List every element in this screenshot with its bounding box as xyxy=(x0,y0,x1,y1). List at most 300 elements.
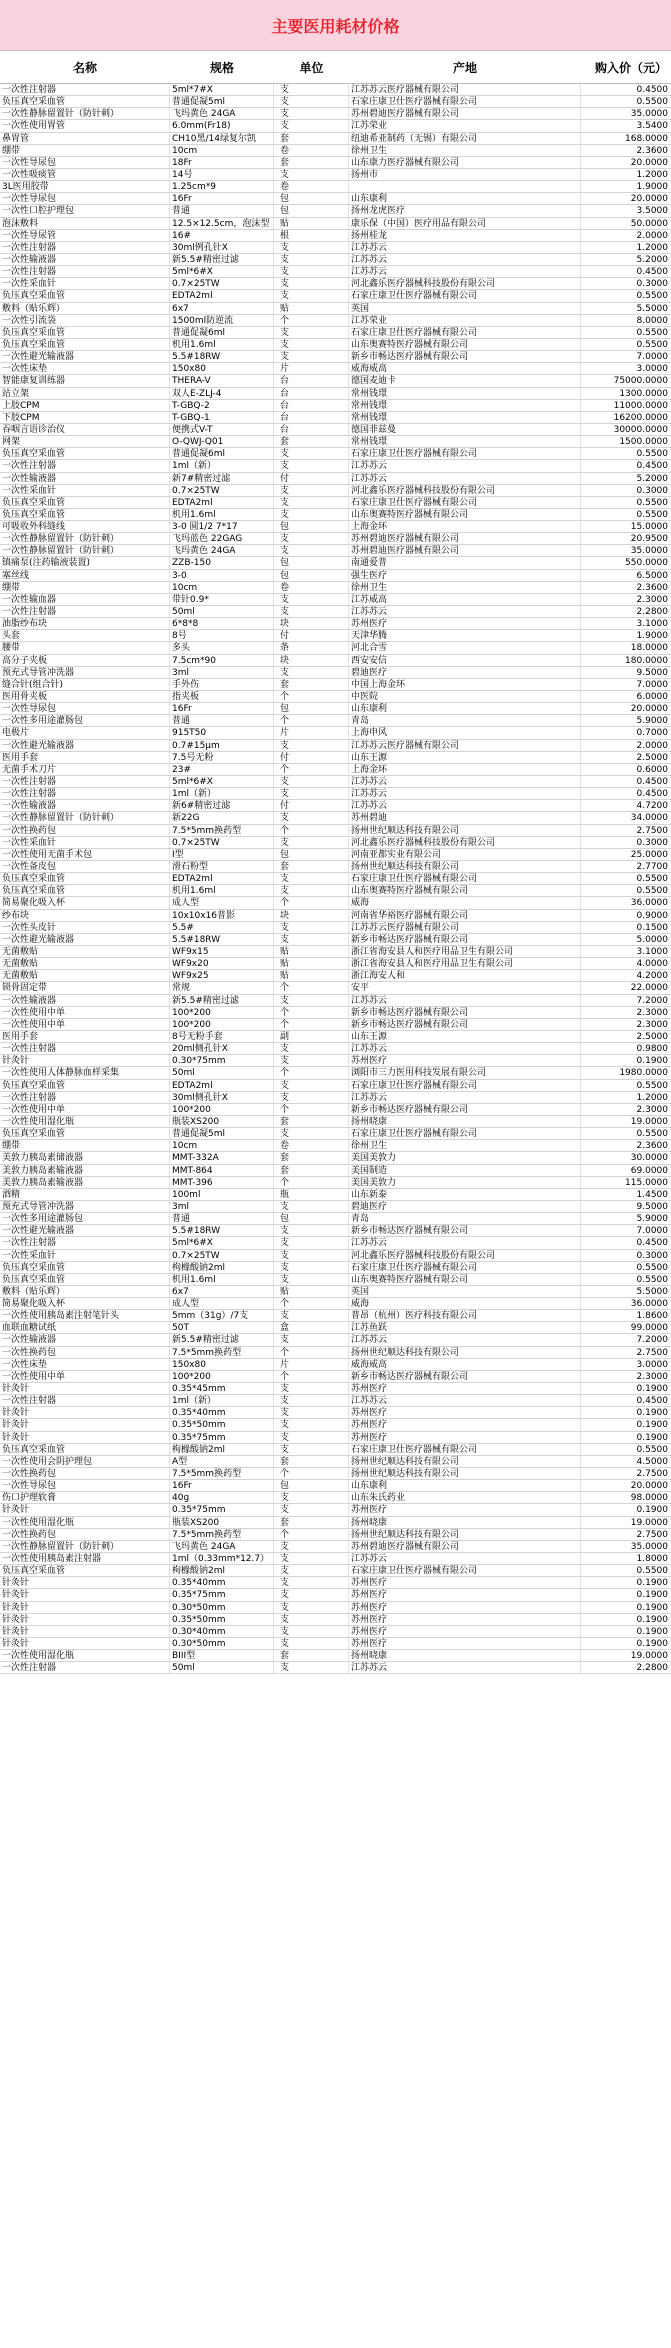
cell-name: 针灸针 xyxy=(0,1419,170,1430)
cell-name: 上肢CPM xyxy=(0,400,170,411)
cell-spec: 5ml*6#X xyxy=(170,776,274,787)
table-row xyxy=(0,388,671,400)
table-row xyxy=(0,776,671,788)
cell-price: 0.1900 xyxy=(636,1614,668,1625)
cell-name: 一次性静脉留置针（防针刺） xyxy=(0,1541,170,1552)
cell-unit: 支 xyxy=(274,1565,349,1576)
cell-price: 0.3000 xyxy=(636,485,668,496)
cell-unit: 支 xyxy=(274,1626,349,1637)
cell-spec: WF9x15 xyxy=(170,946,274,957)
cell-name: 可吸收外科缝线 xyxy=(0,521,170,532)
cell-price: 0.3000 xyxy=(636,279,668,290)
cell-unit: 套 xyxy=(274,1456,349,1467)
cell-origin: 山东奥赛特医疗器械有限公司 xyxy=(349,1274,581,1285)
cell-unit: 支 xyxy=(274,1614,349,1625)
cell-unit: 台 xyxy=(274,424,349,435)
cell-unit: 支 xyxy=(274,1310,349,1321)
cell-unit: 支 xyxy=(274,169,349,180)
cell-unit: 支 xyxy=(274,885,349,896)
cell-name: 一次性使用胰岛素注射器 xyxy=(0,1553,170,1564)
cell-price: 2.7500 xyxy=(636,1347,668,1358)
table-row xyxy=(0,1602,671,1614)
cell-origin: 扬州世纪顺达科技有限公司 xyxy=(349,825,581,836)
cell-price: 4.0000 xyxy=(636,959,668,970)
table-row xyxy=(0,1577,671,1589)
cell-spec: 0.35*45mm xyxy=(170,1383,274,1394)
table-row xyxy=(0,606,671,618)
cell-spec: 5ml*7#X xyxy=(170,84,274,95)
cell-origin: 扬州晓康 xyxy=(349,1517,581,1528)
cell-origin: 苏州碧迪医疗器械有限公司 xyxy=(349,1541,581,1552)
cell-spec: 便携式V-T xyxy=(170,424,274,435)
cell-price: 5.2000 xyxy=(636,254,668,265)
cell-unit: 套 xyxy=(274,436,349,447)
cell-origin: 苏州医疗 xyxy=(349,1407,581,1418)
table-row xyxy=(0,727,671,739)
cell-origin: 强生医疗 xyxy=(349,570,581,581)
cell-spec: 1500ml防逆流 xyxy=(170,315,274,326)
cell-spec: 50T xyxy=(170,1322,274,1333)
cell-spec: 普通促凝5ml xyxy=(170,1128,274,1139)
cell-price: 0.6000 xyxy=(636,764,668,775)
cell-name: 一次性输液器 xyxy=(0,473,170,484)
cell-unit: 支 xyxy=(274,1553,349,1564)
cell-price: 2.7700 xyxy=(636,862,668,872)
cell-price: 30000.0000 xyxy=(613,424,668,435)
cell-price: 5.9000 xyxy=(636,1214,668,1225)
table-row xyxy=(0,1334,671,1346)
table-row xyxy=(0,570,671,582)
table-row xyxy=(0,120,671,132)
cell-name: 负压真空采血管 xyxy=(0,497,170,508)
cell-name: 一次性引流袋 xyxy=(0,315,170,326)
table-row xyxy=(0,1286,671,1298)
cell-price: 0.1900 xyxy=(636,1590,668,1601)
cell-price: 0.1900 xyxy=(636,1578,668,1589)
cell-spec: 1ml（0.33mm*12.7） xyxy=(170,1553,274,1564)
cell-spec: 瓶装XS200 xyxy=(170,1116,274,1127)
cell-price: 36.0000 xyxy=(630,898,668,909)
cell-spec: 枸橼酸钠2ml xyxy=(170,1565,274,1576)
cell-price: 20.0000 xyxy=(630,157,668,168)
cell-price: 5.0000 xyxy=(636,934,668,945)
cell-name: 美敦力胰岛素输液器 xyxy=(0,1177,170,1188)
cell-spec: 7.5号无粉 xyxy=(170,752,274,763)
cell-unit: 片 xyxy=(274,1359,349,1370)
cell-unit: 包 xyxy=(274,193,349,204)
cell-spec: EDTA2ml xyxy=(170,497,274,508)
cell-origin: 山东康利 xyxy=(349,193,581,204)
cell-price: 1980.0000 xyxy=(619,1068,668,1079)
table-row xyxy=(0,1529,671,1541)
cell-name: 一次性吸痰管 xyxy=(0,169,170,180)
cell-origin: 江苏苏云 xyxy=(349,1334,581,1345)
cell-spec: CH10黑/14绿复尔凯 xyxy=(170,133,274,144)
cell-origin: 江苏威高 xyxy=(349,594,581,605)
cell-spec: THERA-V xyxy=(170,375,274,386)
cell-origin: 江苏苏云 xyxy=(349,1043,581,1054)
cell-name: 一次性头皮针 xyxy=(0,922,170,933)
cell-spec: A型 xyxy=(170,1456,274,1467)
cell-spec: 新7#精密过滤 xyxy=(170,473,274,484)
table-row xyxy=(0,582,671,594)
cell-origin: 山东奥赛特医疗器械有限公司 xyxy=(349,339,581,350)
cell-price: 0.4500 xyxy=(636,1238,668,1249)
cell-name: 针灸针 xyxy=(0,1383,170,1394)
cell-price: 3.1000 xyxy=(636,946,668,957)
table-row xyxy=(0,1480,671,1492)
table-row xyxy=(0,315,671,327)
cell-name: 一次性导尿包 xyxy=(0,157,170,168)
cell-origin: 苏州医疗 xyxy=(349,1055,581,1066)
table-row xyxy=(0,1055,671,1067)
cell-unit: 个 xyxy=(274,1529,349,1540)
cell-unit: 台 xyxy=(274,388,349,399)
table-row xyxy=(0,1565,671,1577)
cell-name: 一次性输血器 xyxy=(0,594,170,605)
cell-price: 20.0000 xyxy=(630,194,668,205)
cell-name: 一次性使用人体静脉血样采集 xyxy=(0,1067,170,1078)
cell-spec: 3-0 xyxy=(170,570,274,581)
cell-unit: 支 xyxy=(274,1589,349,1600)
cell-price: 0.4500 xyxy=(636,777,668,788)
cell-price: 7.2000 xyxy=(636,995,668,1006)
table-row xyxy=(0,1395,671,1407)
cell-unit: 卷 xyxy=(274,1140,349,1151)
table-row xyxy=(0,1553,671,1565)
cell-name: 一次性注射器 xyxy=(0,776,170,787)
cell-price: 550.0000 xyxy=(625,558,668,569)
cell-origin: 新乡市畅达医疗器械有限公司 xyxy=(349,1104,581,1115)
cell-origin: 浙江省海安县人和医疗用品卫生有限公司 xyxy=(349,958,581,969)
cell-name: 针灸针 xyxy=(0,1577,170,1588)
cell-price: 20.0000 xyxy=(630,704,668,715)
cell-spec: 飞玛黄色 24GA xyxy=(170,108,274,119)
cell-price: 2.5000 xyxy=(636,752,668,763)
cell-name: 一次性使用中单 xyxy=(0,1007,170,1018)
cell-origin: 苏州碧迪医疗器械有限公司 xyxy=(349,533,581,544)
cell-origin: 新乡市畅达医疗器械有限公司 xyxy=(349,351,581,362)
cell-name: 负压真空采血管 xyxy=(0,885,170,896)
cell-name: 一次性备皮包 xyxy=(0,861,170,872)
cell-unit: 支 xyxy=(274,1237,349,1248)
cell-unit: 支 xyxy=(274,339,349,350)
table-row xyxy=(0,230,671,242)
cell-origin: 新乡市畅达医疗器械有限公司 xyxy=(349,1225,581,1236)
table-row xyxy=(0,205,671,217)
cell-spec: 手外伤 xyxy=(170,679,274,690)
table-row xyxy=(0,1274,671,1286)
cell-unit: 支 xyxy=(274,1504,349,1515)
cell-price: 16200.0000 xyxy=(613,412,668,423)
cell-unit: 卷 xyxy=(274,145,349,156)
cell-name: 一次性多用途灌肠包 xyxy=(0,715,170,726)
table-row xyxy=(0,254,671,266)
cell-name: 预充式导管冲洗器 xyxy=(0,667,170,678)
cell-spec: 新6#精密过滤 xyxy=(170,800,274,811)
cell-name: 一次性换药包 xyxy=(0,1529,170,1540)
table-row xyxy=(0,1517,671,1529)
table-row xyxy=(0,1152,671,1164)
table-row xyxy=(0,691,671,703)
cell-spec: WF9x25 xyxy=(170,970,274,981)
cell-price: 2.3000 xyxy=(636,1104,668,1115)
table-row xyxy=(0,861,671,873)
cell-price: 115.0000 xyxy=(625,1177,668,1188)
cell-origin: 常州钱璟 xyxy=(349,400,581,411)
cell-name: 针灸针 xyxy=(0,1407,170,1418)
cell-origin: 石家庄康卫仕医疗器械有限公司 xyxy=(349,327,581,338)
cell-spec: 新5.5#精密过滤 xyxy=(170,995,274,1006)
cell-price: 1.9000 xyxy=(636,631,668,642)
table-row xyxy=(0,1177,671,1189)
cell-origin: 石家庄康卫仕医疗器械有限公司 xyxy=(349,1262,581,1273)
cell-spec: 7.5*5mm换药型 xyxy=(170,825,274,836)
cell-unit: 块 xyxy=(274,618,349,629)
cell-name: 一次性使用中单 xyxy=(0,1371,170,1382)
cell-unit: 支 xyxy=(274,84,349,95)
cell-spec: 1.25cm*9 xyxy=(170,181,274,192)
cell-name: 针灸针 xyxy=(0,1602,170,1613)
cell-origin: 江苏荣业 xyxy=(349,315,581,326)
cell-origin: 中医院 xyxy=(349,691,581,702)
cell-name: 一次性避光输液器 xyxy=(0,1225,170,1236)
cell-price: 50.0000 xyxy=(630,218,668,229)
cell-unit: 支 xyxy=(274,788,349,799)
table-row xyxy=(0,910,671,922)
cell-price: 1.8000 xyxy=(636,1554,668,1565)
cell-price: 2.7500 xyxy=(636,825,668,836)
table-body xyxy=(0,84,671,1674)
cell-name: 一次性注射器 xyxy=(0,1662,170,1673)
cell-unit: 个 xyxy=(274,1019,349,1030)
table-row xyxy=(0,982,671,994)
cell-name: 一次性床垫 xyxy=(0,363,170,374)
cell-price: 3.0000 xyxy=(636,1359,668,1370)
table-row xyxy=(0,1043,671,1055)
cell-unit: 支 xyxy=(274,922,349,933)
cell-unit: 支 xyxy=(274,812,349,823)
cell-spec: 新5.5#精密过滤 xyxy=(170,1334,274,1345)
cell-spec: 飞玛黄色 24GA xyxy=(170,1541,274,1552)
cell-price: 18.0000 xyxy=(630,643,668,654)
cell-name: 负压真空采血管 xyxy=(0,1080,170,1091)
cell-unit: 支 xyxy=(274,594,349,605)
cell-unit: 套 xyxy=(274,1116,349,1127)
cell-origin: 苏州医疗 xyxy=(349,1383,581,1394)
cell-spec: T-GBQ-2 xyxy=(170,400,274,411)
cell-name: 一次性换药包 xyxy=(0,825,170,836)
table-row xyxy=(0,278,671,290)
cell-unit: 套 xyxy=(274,1650,349,1661)
cell-name: 一次性导尿包 xyxy=(0,703,170,714)
cell-spec: 0.35*75mm xyxy=(170,1589,274,1600)
table-row xyxy=(0,145,671,157)
table-row xyxy=(0,339,671,351)
cell-spec: T-GBQ-1 xyxy=(170,412,274,423)
cell-unit: 付 xyxy=(274,752,349,763)
cell-spec: 40g xyxy=(170,1492,274,1503)
cell-name: 一次性注射器 xyxy=(0,266,170,277)
cell-unit: 支 xyxy=(274,485,349,496)
cell-name: 一次性使用中单 xyxy=(0,1019,170,1030)
table-row xyxy=(0,1104,671,1116)
cell-price: 0.1900 xyxy=(636,1432,668,1443)
cell-price: 5.5000 xyxy=(636,303,668,314)
table-row xyxy=(0,740,671,752)
cell-unit: 个 xyxy=(274,1298,349,1309)
cell-name: 一次性输液器 xyxy=(0,1334,170,1345)
cell-origin: 江苏苏云 xyxy=(349,242,581,253)
cell-origin: 苏州医疗 xyxy=(349,1602,581,1613)
cell-origin: 新乡市畅达医疗器械有限公司 xyxy=(349,934,581,945)
cell-price: 0.5500 xyxy=(636,97,668,108)
cell-spec: 8号无粉手套 xyxy=(170,1031,274,1042)
cell-unit: 支 xyxy=(274,1225,349,1236)
cell-unit: 支 xyxy=(274,96,349,107)
cell-origin: 苏州医疗 xyxy=(349,1614,581,1625)
cell-unit: 支 xyxy=(274,545,349,556)
cell-unit: 套 xyxy=(274,679,349,690)
cell-origin: 苏州医疗 xyxy=(349,1626,581,1637)
cell-price: 4.2000 xyxy=(636,971,668,982)
cell-name: 缝合针(组合针) xyxy=(0,679,170,690)
table-row xyxy=(0,436,671,448)
table-row xyxy=(0,242,671,254)
cell-origin: 江苏鱼跃 xyxy=(349,1322,581,1333)
cell-spec: 10x10x16普影 xyxy=(170,910,274,921)
table-row xyxy=(0,1614,671,1626)
table-row xyxy=(0,448,671,460)
table-row xyxy=(0,594,671,606)
table-header xyxy=(0,51,671,84)
cell-origin: 美国制造 xyxy=(349,1165,581,1176)
cell-origin: 江苏苏云 xyxy=(349,606,581,617)
cell-price: 69.0000 xyxy=(630,1165,668,1176)
cell-unit: 个 xyxy=(274,825,349,836)
cell-spec: 100*200 xyxy=(170,1019,274,1030)
cell-price: 0.9000 xyxy=(636,910,668,921)
cell-unit: 套 xyxy=(274,133,349,144)
cell-price: 3.5000 xyxy=(636,206,668,217)
table-row xyxy=(0,764,671,776)
cell-spec: 5ml*6#X xyxy=(170,1237,274,1248)
cell-price: 5.5000 xyxy=(636,1286,668,1297)
table-row xyxy=(0,84,671,96)
cell-origin: 常州钱璟 xyxy=(349,388,581,399)
cell-spec: 16Fr xyxy=(170,193,274,204)
table-row xyxy=(0,1347,671,1359)
cell-origin: 石家庄康卫仕医疗器械有限公司 xyxy=(349,1080,581,1091)
cell-spec: 100ml xyxy=(170,1189,274,1200)
cell-name: 一次性输液器 xyxy=(0,800,170,811)
cell-unit: 支 xyxy=(274,497,349,508)
cell-origin: 山东康利 xyxy=(349,703,581,714)
cell-origin: 江苏苏云医疗器械有限公司 xyxy=(349,84,581,95)
cell-name: 一次性使用无菌手术包 xyxy=(0,849,170,860)
cell-price: 0.1900 xyxy=(636,1408,668,1419)
cell-spec: EDTA2ml xyxy=(170,873,274,884)
table-row xyxy=(0,667,671,679)
cell-spec: 0.35*40mm xyxy=(170,1407,274,1418)
cell-origin: 扬州世纪顺达科技有限公司 xyxy=(349,1468,581,1479)
cell-name: 一次性使用中单 xyxy=(0,1104,170,1115)
cell-origin: 江苏苏云 xyxy=(349,473,581,484)
cell-origin: 石家庄康卫仕医疗器械有限公司 xyxy=(349,497,581,508)
cell-unit: 支 xyxy=(274,1432,349,1443)
cell-unit: 支 xyxy=(274,1395,349,1406)
cell-origin: 碧迪医疗 xyxy=(349,1201,581,1212)
header-name: 名称 xyxy=(72,60,97,75)
table-row xyxy=(0,181,671,193)
table-row xyxy=(0,873,671,885)
cell-price: 30.0000 xyxy=(630,1153,668,1164)
cell-origin: 苏州碧迪医疗器械有限公司 xyxy=(349,108,581,119)
cell-spec: 100*200 xyxy=(170,1104,274,1115)
cell-origin: 徐州卫生 xyxy=(349,1140,581,1151)
header-spec: 规格 xyxy=(209,60,234,75)
cell-price: 1.2000 xyxy=(636,169,668,180)
cell-origin: 石家庄康卫仕医疗器械有限公司 xyxy=(349,1444,581,1455)
cell-price: 0.1900 xyxy=(636,1626,668,1637)
cell-name: 一次性换药包 xyxy=(0,1347,170,1358)
cell-unit: 支 xyxy=(274,1444,349,1455)
cell-unit: 套 xyxy=(274,1165,349,1176)
cell-origin: 河北鑫乐医疗器械科技股份有限公司 xyxy=(349,837,581,848)
cell-spec: 滑石粉型 xyxy=(170,861,274,872)
cell-name: 一次性采血针 xyxy=(0,1250,170,1261)
cell-price: 0.4500 xyxy=(636,461,668,472)
cell-name: 酒精 xyxy=(0,1189,170,1200)
cell-price: 0.1900 xyxy=(636,1056,668,1067)
cell-unit: 支 xyxy=(274,460,349,471)
cell-price: 0.5500 xyxy=(636,1566,668,1577)
cell-price: 25.0000 xyxy=(630,849,668,860)
cell-unit: 个 xyxy=(274,982,349,993)
cell-name: 无菌敷贴 xyxy=(0,970,170,981)
cell-unit: 付 xyxy=(274,630,349,641)
table-row xyxy=(0,1359,671,1371)
cell-unit: 付 xyxy=(274,473,349,484)
cell-name: 一次性采血针 xyxy=(0,837,170,848)
table-row xyxy=(0,825,671,837)
cell-name: 一次性静脉留置针（防针刺） xyxy=(0,812,170,823)
cell-origin: 江苏苏云 xyxy=(349,1395,581,1406)
cell-spec: 瓶装XS200 xyxy=(170,1517,274,1528)
cell-spec: 0.30*50mm xyxy=(170,1638,274,1649)
table-row xyxy=(0,1128,671,1140)
cell-origin: 江苏苏云 xyxy=(349,254,581,265)
cell-price: 0.4500 xyxy=(636,789,668,800)
cell-name: 一次性注射器 xyxy=(0,1092,170,1103)
table-row xyxy=(0,533,671,545)
table-row xyxy=(0,995,671,1007)
cell-unit: 支 xyxy=(274,1662,349,1673)
cell-price: 98.0000 xyxy=(630,1493,668,1504)
cell-unit: 个 xyxy=(274,1104,349,1115)
cell-spec: 新5.5#精密过滤 xyxy=(170,254,274,265)
table-row xyxy=(0,460,671,472)
cell-price: 1300.0000 xyxy=(619,388,668,399)
table-row xyxy=(0,934,671,946)
cell-price: 0.5500 xyxy=(636,874,668,885)
cell-origin: 德国麦迪卡 xyxy=(349,375,581,386)
cell-unit: 支 xyxy=(274,1262,349,1273)
cell-spec: 6.0mm(Fr18) xyxy=(170,120,274,131)
cell-name: 敷料（贴乐辉） xyxy=(0,303,170,314)
cell-origin: 扬州世纪顺达科技有限公司 xyxy=(349,1347,581,1358)
table-row xyxy=(0,1468,671,1480)
